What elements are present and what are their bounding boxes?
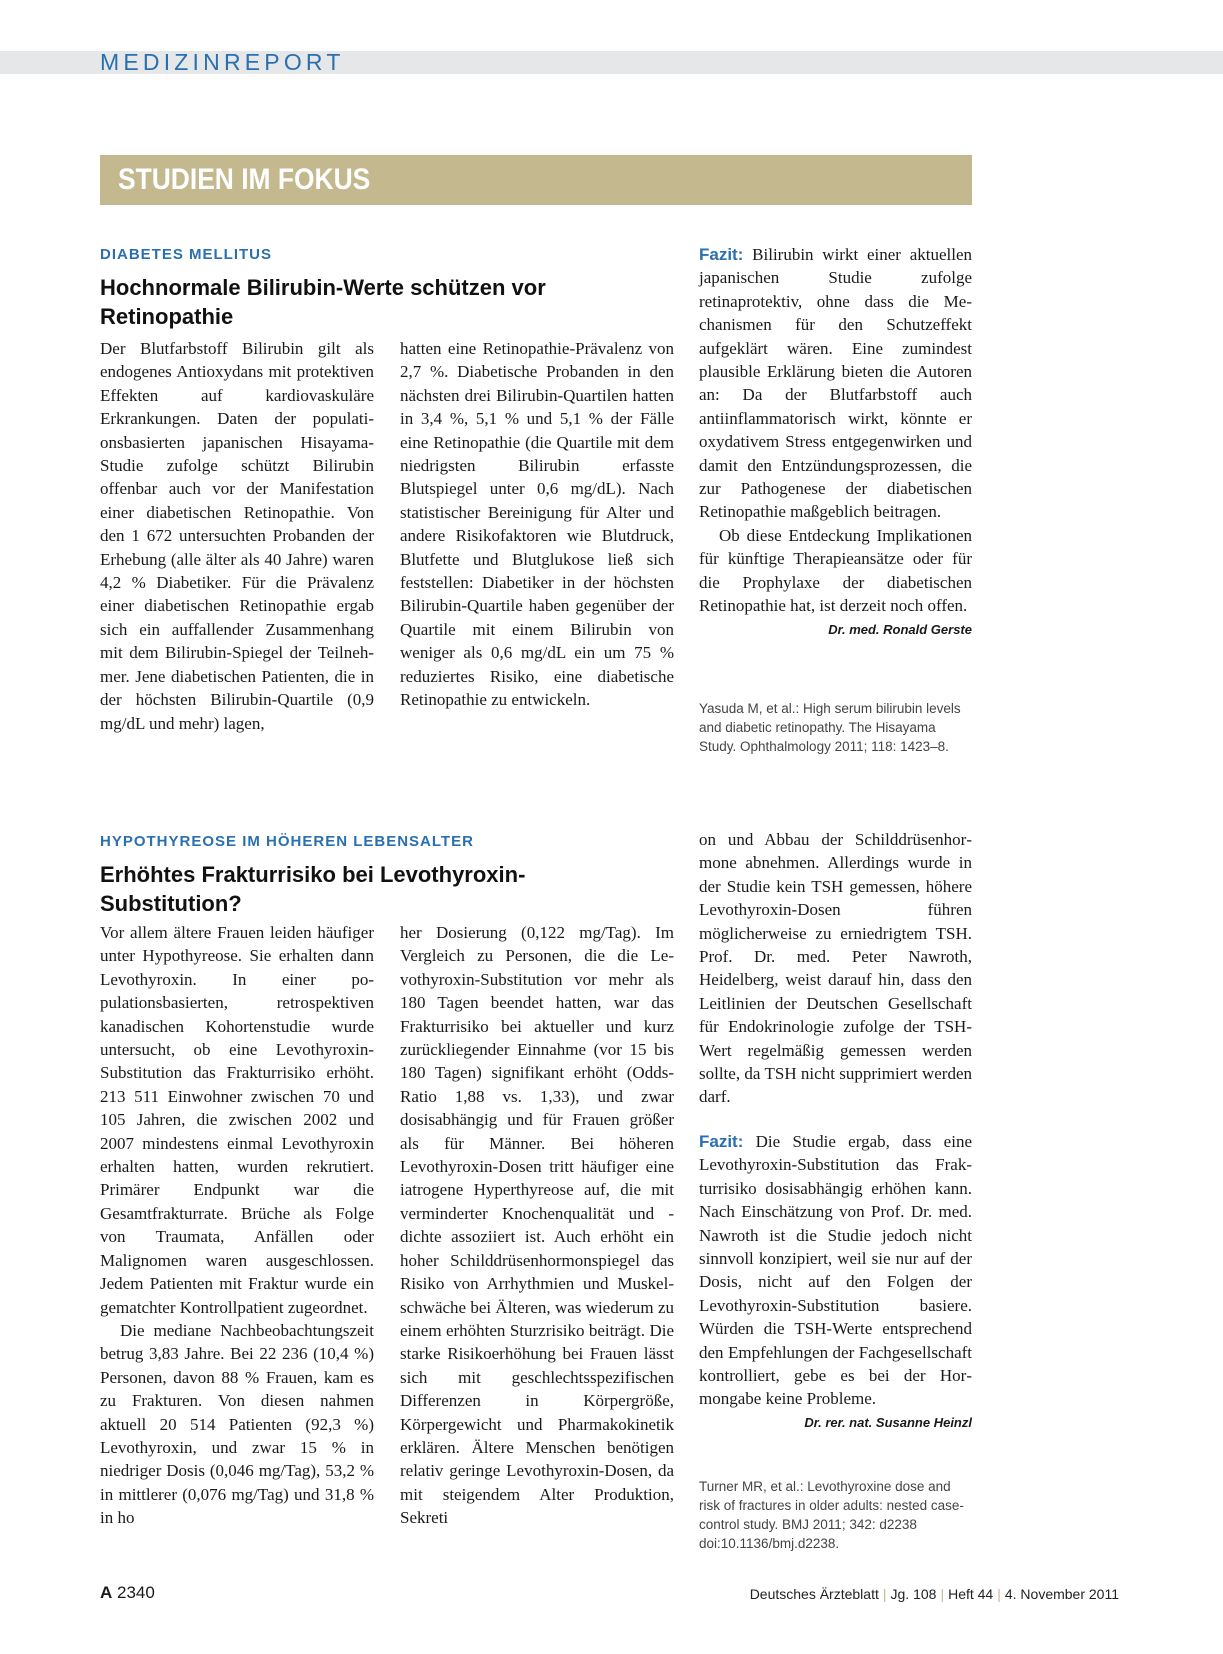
article2-headline: Erhöhtes Frakturrisiko bei Levothyroxin-Substitution? xyxy=(100,862,526,916)
article2-reference: Turner MR, et al.: Levothyroxine dose and risk of fractures in older adults: nested case-control study. BMJ 2011; 342: d2238 doi:10.1136/bmj.d2238. xyxy=(699,1479,964,1551)
article2-author: Dr. rer. nat. Susanne Heinzl xyxy=(804,1414,972,1430)
page-number-value: 2340 xyxy=(117,1583,155,1602)
article2-kicker: HYPOTHYREOSE IM HÖHEREN LEBENSALTER xyxy=(100,833,474,850)
article2-column-1 xyxy=(100,921,374,1530)
article1-headline: Hochnormale Bilirubin-Werte schützen vor Retinopathie xyxy=(100,275,546,329)
journal-issue: Heft 44 xyxy=(948,1586,994,1602)
article2-col1-p1: Vor allem ältere Frauen leiden häufiger unter Hypothyreose. Sie erhalten dann Levothyroxin. In einer populationsbasierten, retrospektiven kanadischen Kohortenstudie wurde untersucht, ob eine Levothyroxin-Substitution das Frakturrisiko erhöht. 213 511 Einwohner zwischen 70 und 105 Jahren, die zwischen 2002 und 2007 mindestens einmal Levothyroxin erhalten hatten, wurden rekrutiert. Primärer Endpunkt war die Gesamtfrakturrate. Brüche als Folge von Traumata, Anfällen oder Malignomen waren ausgeschlossen. Jedem Patienten mit Fraktur wurde ein gematchter Kontrollpatient zugeordnet. xyxy=(100,923,374,1317)
banner-title: STUDIEN IM FOKUS xyxy=(118,163,371,196)
article1-reference: Yasuda M, et al.: High serum bilirubin levels and diabetic retinopathy. The Hisayama Study. Ophthalmology 2011; 118: 1423–8. xyxy=(699,701,961,754)
journal-footer: Deutsches Ärzteblatt | Jg. 108 | Heft 44 | 4. November 2011 xyxy=(749,1586,1119,1602)
page-number xyxy=(100,1582,155,1604)
journal-date: 4. November 2011 xyxy=(1004,1586,1119,1602)
article2-col1-p2: Die mediane Nachbeobachtungszeit betrug 3,83 Jahre. Bei 22 236 (10,4 %) Personen, davon 88 % Frauen, kam es zu Frakturen. Von diesen nahmen aktuell 20 514 Patienten (92,3 %) Levothyroxin, und zwar 15 % in niedriger Dosis (0,046 mg/Tag), 53,2 % in mittlerer (0,076 mg/Tag) und 31,8 % in ho xyxy=(100,1320,374,1528)
journal-name: Deutsches Ärzteblatt xyxy=(749,1586,879,1602)
article2-fazit-text: Die Studie ergab, dass eine Levothyroxin-Substitution das Frakturrisiko dosisabhängig erhöhen kann. Nach Einschätzung von Prof. Dr. med. Nawroth ist die Studie jedoch nicht sinnvoll konzipiert, weil sie nur auf der Dosis, nicht auf den Folgen der Levothyroxin-Substitution basiere. Würden die TSH-Werte entsprechend den Empfehlungen der Fachgesellschaft kontrolliert, gebe es bei der Hormongabe keine Probleme. xyxy=(699,1131,972,1409)
topic-banner xyxy=(100,155,972,205)
article2-col3-text: on und Abbau der Schilddrüsenhormone abnehmen. Allerdings wurde in der Studie kein TSH gemessen, höhere Levothyroxin-Dosen führen möglicherweise zu erniedrigtem TSH. Prof. Dr. med. Peter Nawroth, Heidelberg, weist darauf hin, dass den Leitlinien der Deutschen Gesellschaft für Endokrinologie zufolge der TSH-Wert regelmäßig gemessen werden sollte, da TSH nicht supprimiert werden darf. xyxy=(699,830,972,1107)
article1-column-2 xyxy=(400,337,674,712)
article1-col2-text: hatten eine Retinopathie-Prävalenz von 2,7 %. Diabetische Probanden in den nächsten drei Bilirubin-Quartilen hatten in 3,4 %, 5,1 % und 5,1 % der Fälle eine Retinopathie (die Quartile mit dem niedrigsten Bilirubin erfasste Blutspiegel unter 0,6 mg/dL). Nach statistischer Bereinigung für Alter und andere Risikofaktoren wie Blutdruck, Blutfette und Blutglukose ließ sich feststellen: Diabetiker in der höchsten Bilirubin-Quartile haben gegenüber der Quartile mit einem Bilirubin von weniger als 0,6 mg/dL ein um 75 % reduziertes Risiko, eine diabetische Retinopathie zu entwickeln. xyxy=(400,339,674,710)
article1-col1-text: Der Blutfarbstoff Bilirubin gilt als endogenes Antioxydans mit protektiven Effekten auf kardiovaskuläre Erkrankungen. Daten der populationsbasierten japanischen Hisayama-Studie zufolge schützt Bilirubin offenbar auch vor der Manifestation einer diabetischen Retinopathie. Von den 1 672 untersuchten Probanden der Erhebung (alle älter als 40 Jahre) waren 4,2 % Diabetiker. Für die Prävalenz einer diabetischen Retinopathie ergab sich ein auffallender Zusammenhang mit dem Bilirubin-Spiegel der Teilnehmer. Jene diabetischen Patienten, die in der höchsten Bilirubin-Quartile (0,9 mg/dL und mehr) lagen, xyxy=(100,339,374,733)
section-label: MEDIZINREPORT xyxy=(100,49,345,75)
article1-fazit-label: Fazit: xyxy=(699,245,744,264)
page-prefix: A xyxy=(100,1583,113,1602)
article1-fazit xyxy=(699,243,972,641)
article1-column-1 xyxy=(100,337,374,735)
journal-volume: Jg. 108 xyxy=(890,1586,937,1602)
article2-col2-text: her Dosierung (0,122 mg/Tag). Im Vergleich zu Personen, die die Levothyroxin-Substitution vor mehr als 180 Tagen beendet hatten, war das Frakturrisiko bei aktueller und kurz zurückliegender Einnahme (vor 15 bis 180 Tagen) signifikant erhöht (Odds-Ratio 1,88 vs. 1,33), und zwar dosisabhängig und für Frauen größer als für Männer. Bei höheren Levothyroxin-Dosen tritt häufiger eine iatrogene Hyperthyreose auf, die mit verminderter Knochenqualität und -dichte assoziiert ist. Auch erhöht ein hoher Schilddrüsenhormonspiegel das Risiko von Arrhythmien und Muskelschwäche bei Älteren, was wiederum zu einem erhöhten Sturzrisiko beiträgt. Die starke Risikoerhöhung bei Frauen lässt sich mit geschlechtsspezifischen Differenzen in Körpergröße, Körpergewicht und Pharmakokinetik erklären. Ältere Menschen benötigen relativ geringe Levothyroxin-Dosen, da mit steigendem Alter Produktion, Sekreti xyxy=(400,923,674,1528)
article1-author: Dr. med. Ronald Gerste xyxy=(828,621,972,637)
article1-fazit-text: Bilirubin wirkt einer aktuellen japanischen Studie zufolge retinaprotektiv, ohne dass die Mechanismen für den Schutzeffekt aufgeklärt wären. Eine zumindest plausible Erklärung bieten die Autoren an: Da der Blutfarbstoff auch antiinflammatorisch wirkt, könnte er oxydativem Stress entgegenwirken und damit den Entzündungsprozessen, die zur Pathogenese der diabetischen Retinopathie maßgeblich beitragen. xyxy=(699,245,972,522)
article2-column-2 xyxy=(400,921,674,1530)
article1-fazit-p2: Ob diese Entdeckung Implikationen für künftige Therapieansätze oder für die Prophylaxe der diabetischen Retinopathie hat, ist derzeit noch offen. xyxy=(699,525,972,616)
article1-kicker: DIABETES MELLITUS xyxy=(100,246,273,263)
article2-fazit-label: Fazit: xyxy=(699,1131,744,1151)
article2-column-3 xyxy=(699,828,972,1434)
